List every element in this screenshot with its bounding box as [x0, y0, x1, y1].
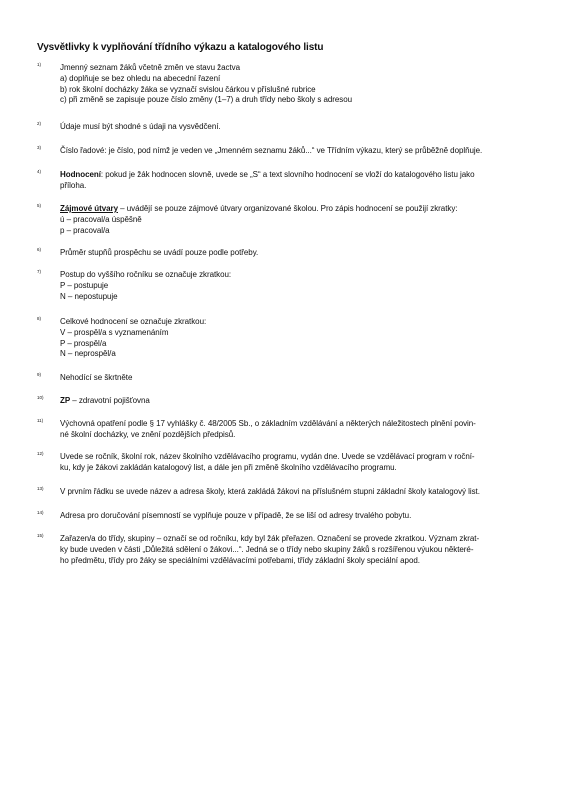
note-line: Číslo řadové: je číslo, pod nímž je veden ve „Jmenném seznamu žáků...“ ve Třídním výkazu, který se průběžně doplňuje.	[60, 146, 483, 155]
page-title: Vysvětlivky k vyplňování třídního výkazu a katalogového listu	[37, 42, 324, 53]
note-body	[60, 63, 535, 106]
note-keyword: Hodnocení	[60, 170, 101, 179]
note-line: c) při změně se zapisuje pouze číslo změny (1–7) a druh třídy nebo školy s adresou	[60, 95, 353, 105]
note-number: 5)	[37, 203, 42, 208]
note-line: Nehodící se škrtněte	[60, 373, 133, 382]
note-line: N – neprospěl/a	[60, 349, 116, 359]
note-line: Průměr stupňů prospěchu se uvádí pouze podle potřeby.	[60, 248, 259, 257]
note-line: Zařazen/a do třídy, skupiny – označí se od ročníku, kdy byl žák přeřazen. Označení se provede zkratkou. Význam zkrat-	[60, 534, 480, 543]
note-body	[60, 511, 535, 522]
note-line: Jmenný seznam žáků včetně změn ve stavu žactva	[60, 63, 241, 72]
note-body	[60, 373, 535, 384]
note-line: Celkové hodnocení se označuje zkratkou:	[60, 317, 207, 326]
note-line: P – postupuje	[60, 280, 109, 290]
note-number: 10)	[37, 395, 44, 400]
note-number: 4)	[37, 169, 42, 174]
note-body	[60, 419, 535, 441]
note-keyword: Zájmové útvary	[60, 204, 118, 213]
note-line: p – pracoval/a	[60, 225, 110, 235]
note-number: 12)	[37, 451, 44, 456]
note-line: ho předmětu, třídy pro žáky se speciálními vzdělávacími potřebami, třídy základní školy speciální apod.	[60, 555, 420, 565]
note-body	[60, 146, 535, 157]
note-line: N – nepostupuje	[60, 291, 118, 301]
note-body	[60, 204, 535, 236]
note-line: Uvede se ročník, školní rok, název školního vzdělávacího programu, vydán dne. Uvede se vzdělávací program v roční-	[60, 452, 475, 461]
note-line: a) doplňuje se bez ohledu na abecední řazení	[60, 73, 221, 83]
note-body	[60, 270, 535, 302]
note-line: ky bude uveden v části „Důležitá sdělení o žákovi...“. Jedná se o třídy nebo skupiny žáků s rozšířenou výukou některé-	[60, 544, 474, 554]
note-body	[60, 248, 535, 259]
note-line: Výchovná opatření podle § 17 vyhlášky č. 48/2005 Sb., o základním vzdělávání a některých náležitostech plnění povin-	[60, 419, 476, 428]
note-number: 8)	[37, 316, 42, 321]
note-body	[60, 534, 535, 566]
note-number: 13)	[37, 486, 44, 491]
note-number: 15)	[37, 533, 44, 538]
note-number: 3)	[37, 145, 42, 150]
note-line: V – prospěl/a s vyznamenáním	[60, 327, 169, 337]
note-keyword: ZP	[60, 396, 71, 405]
note-line: V prvním řádku se uvede název a adresa školy, která zakládá žákovi na příslušném stupni základní školy katalogový list.	[60, 487, 480, 496]
note-line: ú – pracoval/a úspěšně	[60, 214, 142, 224]
note-body	[60, 317, 535, 360]
note-number: 6)	[37, 247, 42, 252]
note-line: ku, kdy je žákovi zakládán katalogový list, a dále jen při změně školního vzdělávacího programu.	[60, 462, 397, 472]
note-number: 9)	[37, 372, 42, 377]
note-line: příloha.	[60, 180, 87, 190]
note-line: Adresa pro doručování písemností se vyplňuje pouze v případě, že se liší od adresy trvalého pobytu.	[60, 511, 412, 520]
note-number: 1)	[37, 62, 42, 67]
note-body	[60, 122, 535, 133]
note-number: 2)	[37, 121, 42, 126]
note-line: b) rok školní docházky žáka se vyznačí svislou čárkou v příslušné rubrice	[60, 84, 316, 94]
note-number: 7)	[37, 269, 42, 274]
note-line: né školní docházky, ve znění pozdějších předpisů.	[60, 429, 236, 439]
note-number: 11)	[37, 418, 44, 423]
note-body	[60, 452, 535, 474]
note-line: – uvádějí se pouze zájmové útvary organizované školou. Pro zápis hodnocení se použijí zkratky:	[118, 204, 458, 213]
note-body	[60, 487, 535, 498]
note-number: 14)	[37, 510, 44, 515]
note-line: Údaje musí být shodné s údaji na vysvědčení.	[60, 122, 221, 131]
note-line: P – prospěl/a	[60, 338, 107, 348]
note-body	[60, 396, 535, 407]
note-line: – zdravotní pojišťovna	[70, 396, 150, 405]
note-line: : pokud je žák hodnocen slovně, uvede se „S“ a text slovního hodnocení se vloží do katalogového listu jako	[100, 170, 475, 179]
note-line: Postup do vyššího ročníku se označuje zkratkou:	[60, 270, 232, 279]
note-body	[60, 170, 535, 192]
